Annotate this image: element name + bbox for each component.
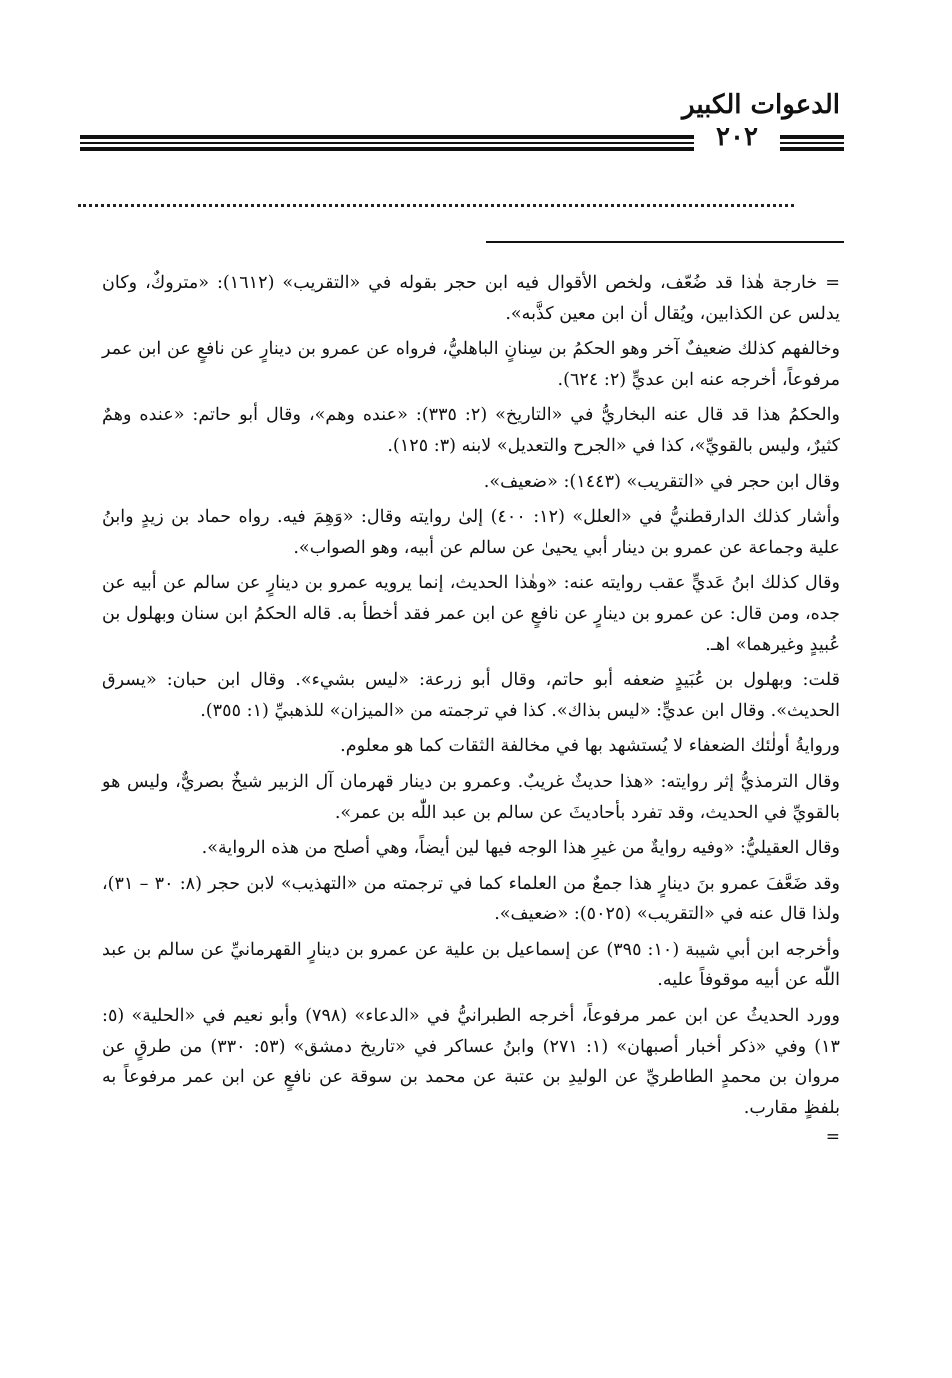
footnote-paragraph: = خارجة هٰذا قد ضُعّف، ولخص الأقوال فيه ابن حجر بقوله في «التقريب» (١٦١٢): «متروكٌ، وكان يدلس عن الكذابين، ويُقال أن ابن معين كذَّبه». (102, 273, 840, 324)
footnote-paragraph: وأخرجه ابن أبي شيبة (١٠: ٣٩٥) عن إسماعيل بن علية عن عمرو بن دينارٍ القهرمانيِّ عن سالم بن عبد اللّٰه عن أبيه موقوفاً عليه. (102, 939, 840, 991)
footnote-paragraph: وقال ابن حجر في «التقريب» (١٤٤٣): «ضعيف». (483, 471, 840, 492)
footnote-paragraph: وقد ضَعَّفَ عمرو بنَ دينارٍ هذا جمعٌ من العلماء كما في ترجمته من «التهذيب» لابن حجر (٨: ٣٠ – ٣١)، ولذا قال عنه في «التقريب» (٥٠٢٥): «ضعيف». (102, 873, 840, 925)
dotted-separator (78, 204, 794, 207)
footnote-paragraph: وخالفهم كذلك ضعيفٌ آخر وهو الحكمُ بن سِنانٍ الباهليُّ، فرواه عن عمرو بن دينارٍ عن نافعٍ عن ابن عمر مرفوعاً، أخرجه عنه ابن عديٍّ (٢: ٦٢٤). (102, 339, 840, 390)
running-title: الدعوات الكبير (681, 90, 840, 120)
footnote-paragraph: قلت: وبهلول بن عُبَيدٍ ضعفه أبو حاتم، وقال أبو زرعة: «ليس بشيء». وقال ابن حبان: «يسرق الحديث». وقال ابن عديٍّ: «ليس بذاك». كذا في ترجمته من «الميزان» للذهبيِّ (١: ٣٥٥). (102, 670, 840, 721)
continuation-mark: = (825, 1127, 840, 1148)
footnote-paragraph: وورد الحديثُ عن ابن عمر مرفوعاً، أخرجه الطبرانيُّ في «الدعاء» (٧٩٨) وأبو نعيم في «الحلية» (٥: ١٣) وفي «ذكر أخبار أصبهان» (١: ٢٧١) وابنُ عساكر في «تاريخ دمشق» (٥٣: ٣٣٠) من طرقٍ عن مروان بن محمدٍ الطاطريِّ عن الوليدِ بن عتبة عن محمد بن سوقة عن نافعٍ عن ابن عمر مرفوعاً به بلفظٍ مقارب. (102, 1006, 840, 1118)
page-number: ٢٠٢ (716, 122, 758, 152)
footnote-paragraph: وأشار كذلك الدارقطنيُّ في «العلل» (١٢: ٤٠٠) إلىٰ روايته وقال: «وَهِمَ فيه. رواه حماد بن زيدٍ وابنُ علية وجماعة عن عمرو بن دينار أبي يحيىٰ عن سالم عن أبيه، وهو الصواب». (102, 507, 840, 558)
footnote-paragraph: والحكمُ هذا قد قال عنه البخاريُّ في «التاريخ» (٢: ٣٣٥): «عنده وهم»، وقال أبو حاتم: «عنده وهمٌ كثيرٌ، وليس بالقويِّ»، كذا في «الجرح والتعديل» لابنه (٣: ١٢٥). (102, 405, 840, 456)
footnote-paragraph: وقال العقيليُّ: «وفيه روايةٌ من غيرِ هذا الوجه فيها لين أيضاً، وهي أصلح من هذه الرواية». (201, 838, 840, 859)
footnote-separator (486, 241, 844, 243)
footnote-paragraph: وروايةُ أولٰئك الضعفاء لا يُستشهد بها في مخالفة الثقات كما هو معلوم. (340, 736, 840, 757)
footnote-paragraph: وقال الترمذيُّ إثر روايته: «هذا حديثٌ غريبٌ. وعمرو بن دينار قهرمان آل الزبير شيخٌ بصريٌّ، وليس هو بالقويِّ في الحديث، وقد تفرد بأحاديثَ عن سالم بن عبد اللّٰه بن عمر». (102, 771, 840, 823)
footnote-text (102, 268, 840, 1146)
footnote-paragraph: وقال كذلك ابنُ عَديٍّ عقب روايته عنه: «وهٰذا الحديث، إنما يرويه عمرو بن دينارٍ عن سالم عن أبيه عن جده، ومن قال: عن عمرو بن دينارٍ عن نافعٍ عن ابن عمر فقد أخطأ به. قاله الحكمُ ابن سنان وبهلول بن عُبيدٍ وغيرهما» اهـ. (102, 573, 840, 655)
